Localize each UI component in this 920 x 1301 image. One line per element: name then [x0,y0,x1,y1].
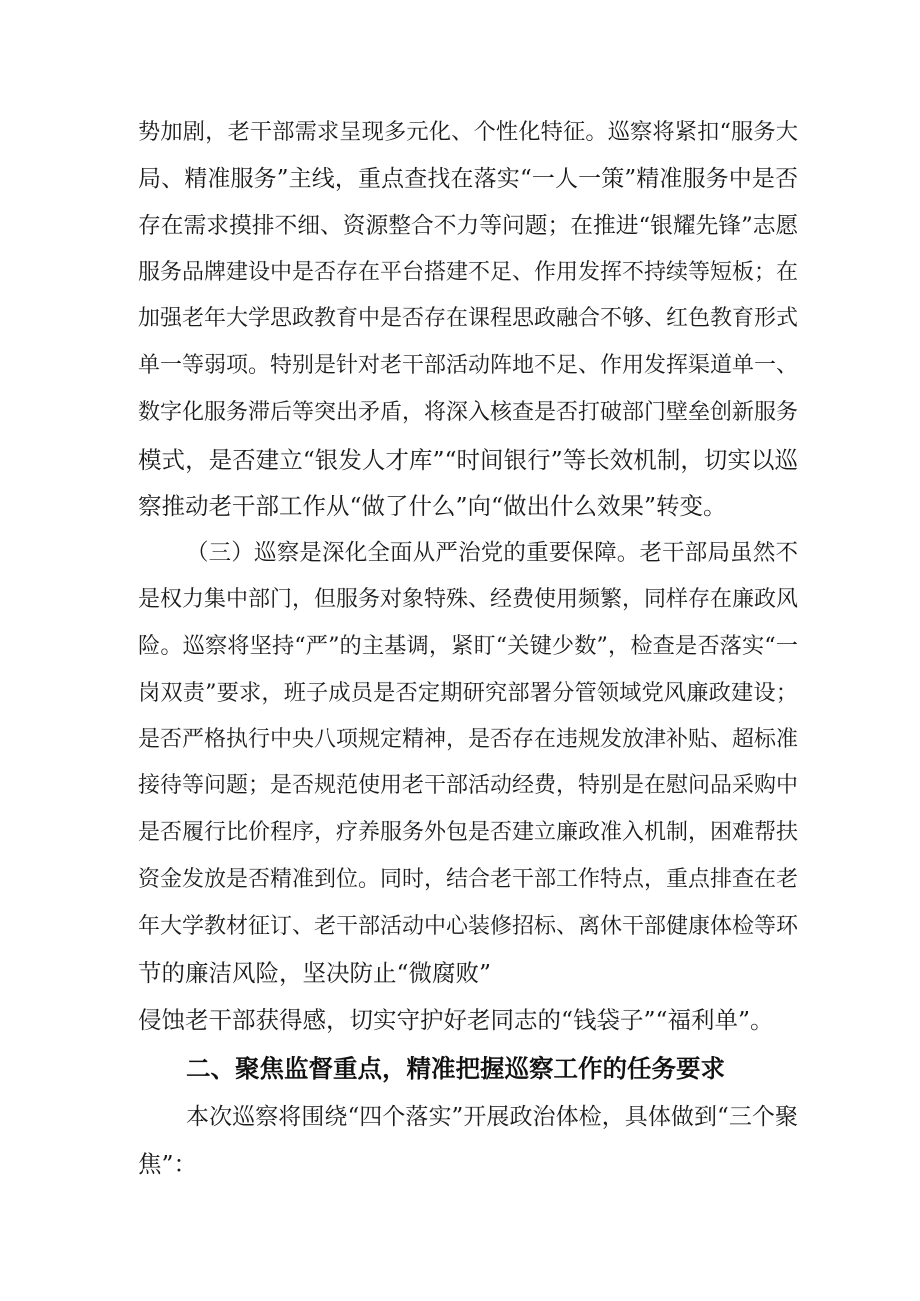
paragraph-2-line-5: 是否严格执行中央八项规定精神，是否存在违规发放津补贴、超标准 [138,727,799,752]
paragraph-2-line-4: 岗双责”要求，班子成员是否定期研究部署分管领域党风廉政建设； [138,680,798,706]
paragraph-1-line-1: 势加剧，老干部需求呈现多元化、个性化特征。巡察将紧扣“服务大 [138,119,798,145]
paragraph-1-line-8: 模式，是否建立“银发人才库”“时间银行”等长效机制，切实以巡 [138,446,798,474]
paragraph-2-line-3: 险。巡察将坚持“严”的主基调，紧盯“关键少数”，检查是否落实“一 [138,633,798,659]
paragraph-2-line-7: 是否履行比价程序，疗养服务外包是否建立廉政准入机制，困难帮扶 [138,820,799,845]
paragraph-2-line-11: 侵蚀老干部获得感，切实守护好老同志的“钱袋子”“福利单”。 [138,1006,774,1034]
paragraph-1-line-4: 服务品牌建设中是否存在平台搭建不足、作用发挥不持续等短板；在 [138,260,799,285]
paragraph-2-line-1: （三）巡察是深化全面从严治党的重要保障。老干部局虽然不 [186,540,798,566]
paragraph-3-line-1: 本次巡察将围绕“四个落实”开展政治体检，具体做到“三个聚 [186,1104,798,1130]
section-heading-2: 二、聚焦监督重点，精准把握巡察工作的任务要求 [186,1054,725,1083]
paragraph-1-line-2: 局、精准服务”主线，重点查找在落实“一人一策”精准服务中是否 [138,166,798,192]
paragraph-2-line-2: 是权力集中部门，但服务对象特殊、经费使用频繁，同样存在廉政风 [138,587,799,612]
paragraph-1-line-5: 加强老年大学思政教育中是否存在课程思政融合不够、红色教育形式 [138,306,799,331]
paragraph-1-line-7: 数字化服务滞后等突出矛盾，将深入核查是否打破部门壁垒创新服务 [138,400,799,425]
paragraph-2-line-9: 年大学教材征订、老干部活动中心装修招标、离休干部健康体检等环 [138,914,799,939]
paragraph-3-line-2: 焦”： [138,1150,198,1178]
paragraph-2-line-10: 节的廉洁风险，坚决防止“微腐败” [138,959,492,987]
paragraph-1-line-3: 存在需求摸排不细、资源整合不力等问题；在推进“银耀先锋”志愿 [138,213,799,239]
paragraph-2-line-6: 接待等问题；是否规范使用老干部活动经费，特别是在慰问品采购中 [138,773,799,798]
paragraph-1-line-9: 察推动老干部工作从“做了什么”向“做出什么效果”转变。 [138,492,727,520]
paragraph-2-line-8: 资金发放是否精准到位。同时，结合老干部工作特点，重点排查在老 [138,867,799,892]
paragraph-1-line-6: 单一等弱项。特别是针对老干部活动阵地不足、作用发挥渠道单一、 [138,353,799,378]
